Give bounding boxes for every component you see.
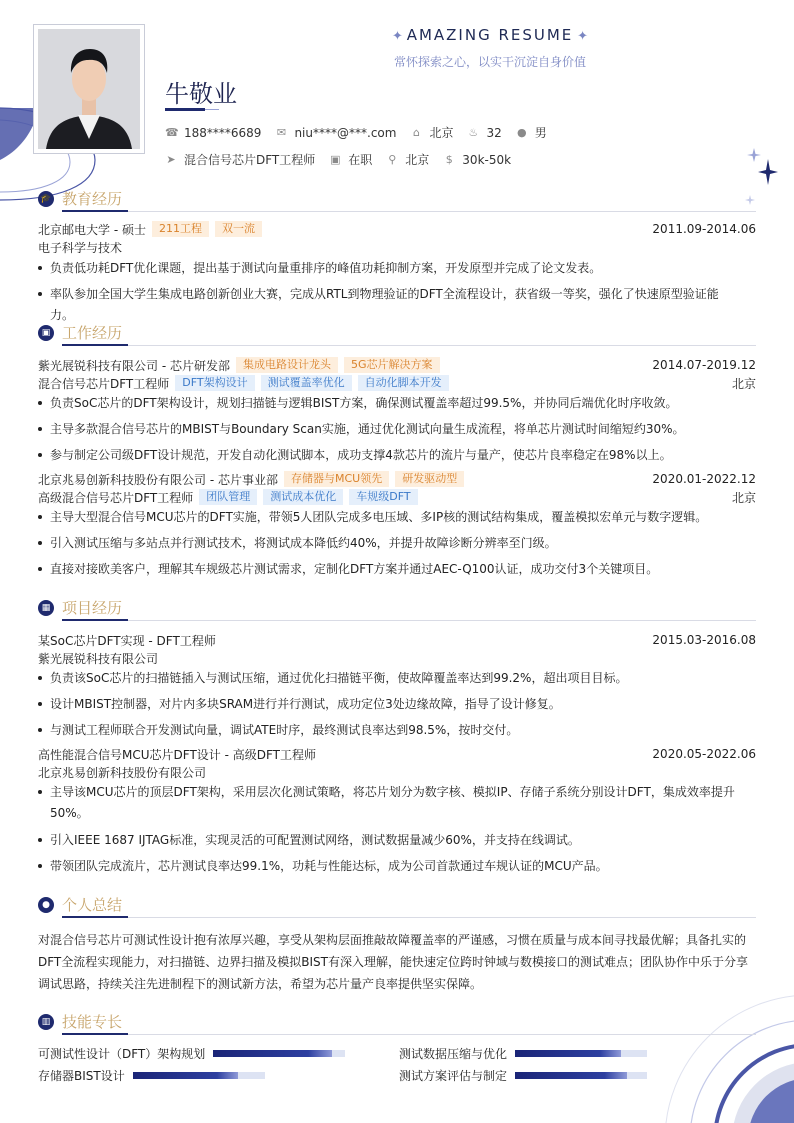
brand-header [380,26,600,44]
list-item: 直接对接欧美客户，理解其车规级芯片测试需求，定制化DFT方案并通过AEC-Q100认证，成功交付3个关键项目。 [38,559,738,580]
list-item: 负责该SoC芯片的扫描链插入与测试压缩，通过优化扫描链平衡，使故障覆盖率达到99.2%，超出项目目标。 [38,668,738,689]
skill-name: 测试方案评估与制定 [399,1069,508,1083]
graduation-cap-icon: 🎓 [38,191,54,207]
section-title: 教育经历 [62,190,123,208]
education-date: 2011.09-2014.06 [652,222,756,236]
company-tag: 研发驱动型 [395,471,464,487]
job-role: 混合信号芯片DFT工程师 [38,376,170,391]
skill-bar-fill [515,1072,627,1079]
bar-chart-icon: ▥ [38,1014,54,1030]
project-name: 某SoC芯片DFT实现 - DFT工程师 [38,633,216,648]
skill-bar [515,1072,647,1079]
list-item: 率队参加全国大学生集成电路创新创业大赛，完成从RTL到物理验证的DFT全流程设计，获省级一等奖，强化了快速原型验证能力。 [38,284,738,326]
company-tag: 5G芯片解决方案 [344,357,440,373]
job-intent-row [165,151,525,168]
list-item: 参与制定公司级DFT设计规范，开发自动化测试脚本，成功支撑4款芯片的流片与量产，使芯片良率稳定在98%以上。 [38,445,738,466]
skill-item [399,1067,647,1084]
company-name: 北京兆易创新科技股份有限公司 - 芯片事业部 [38,472,278,487]
list-item: 引入测试压缩与多站点并行测试技术，将测试成本降低约40%，并提升故障诊断分辨率至门级。 [38,533,738,554]
school-tag: 双一流 [215,221,262,237]
job-date: 2020.01-2022.12 [652,472,756,486]
briefcase-icon: ▣ [38,325,54,341]
skill-bar-fill [133,1072,239,1079]
skill-bar [133,1072,265,1079]
job-date: 2014.07-2019.12 [652,358,756,372]
project-date: 2020.05-2022.06 [652,747,756,761]
job-status: 在职 [348,153,373,167]
role-tag: 测试覆盖率优化 [261,375,352,391]
brand-subtitle: 常怀探索之心，以实干沉淀自身价值 [393,55,586,69]
list-item: 主导大型混合信号MCU芯片的DFT实施，带领5人团队完成多电压域、多IP核的测试结构集成，覆盖模拟宏单元与数字逻辑。 [38,507,738,528]
skill-item [399,1045,647,1062]
user-icon: ● [38,897,54,913]
project-company: 紫光展锐科技有限公司 [38,651,159,666]
role-tag: DFT架构设计 [175,375,254,391]
job-role: 高级混合信号芯片DFT工程师 [38,490,194,505]
section-divider [62,917,756,918]
job-role-row [38,374,756,392]
section-divider-accent [62,344,128,346]
list-item: 负责低功耗DFT优化课题，提出基于测试向量重排序的峰值功耗抑制方案，开发原型并完成了论文发表。 [38,258,738,279]
section-skills-header [38,1011,756,1033]
project-title-row [38,631,756,649]
project-company-row [38,763,756,781]
education-school-row [38,220,756,238]
brand-title: AMAZING RESUME [406,26,574,44]
sparkle-icon: ✦ [391,29,403,44]
job-location: 北京 [731,376,756,391]
decorative-circles-bottom-right [660,990,794,1123]
sparkle-icon: ✦ [577,29,589,44]
list-item: 负责SoC芯片的DFT架构设计，规划扫描链与逻辑BIST方案，确保测试覆盖率超过99.5%，并协同后端优化时序收敛。 [38,393,738,414]
list-item: 主导多款混合信号芯片的MBIST与Boundary Scan实施，通过优化测试向量生成流程，将单芯片测试时间缩短约30%。 [38,419,738,440]
role-tag: 测试成本优化 [263,489,343,505]
list-item: 引入IEEE 1687 IJTAG标准，实现灵活的可配置测试网络，测试数据量减少60%，并支持在线调试。 [38,830,738,851]
gender-icon: ● [516,126,527,139]
name-underline-accent [205,109,219,110]
phone-icon: ☎ [165,126,179,139]
project-company-row [38,649,756,667]
role-tag: 自动化脚本开发 [358,375,449,391]
school-name: 北京邮电大学 - 硕士 [38,222,146,237]
gender: 男 [534,126,547,140]
section-divider-accent [62,619,128,621]
phone-number: 188****6689 [184,125,262,140]
skill-name: 存储器BIST设计 [38,1069,125,1083]
location-pin-icon: ⚲ [388,153,397,166]
mail-icon: ✉ [276,126,287,139]
contact-row [165,124,561,141]
home-icon: ⌂ [412,126,420,139]
project-name: 高性能混合信号MCU芯片DFT设计 - 高级DFT工程师 [38,747,316,762]
summary-text: 对混合信号芯片可测试性设计抱有浓厚兴趣，享受从架构层面推敲故障覆盖率的严谨感，习惯在质量与成本间寻找最优解；具备扎实的DFT全流程实现能力，对扫描链、边界扫描及模拟BIST有深入理解，能快速定位跨时钟域与数模接口的测试难点；团队协作中乐于分享调试思路，持续关注先进制程下的测试新方法，希望为芯片量产良率提供坚实保障。 [38,933,748,991]
list-item: 与测试工程师联合开发测试向量，调试ATE时序，最终测试良率达到98.5%，按时交付。 [38,720,738,741]
age: 32 [486,125,502,140]
job-company-row [38,470,756,488]
name-underline [165,108,205,111]
section-title: 项目经历 [62,599,123,617]
company-tag: 存储器与MCU领先 [284,471,389,487]
candidate-name: 牛敬业 [165,80,237,108]
section-divider [62,1034,756,1035]
expected-salary: 30k-50k [462,152,512,167]
section-divider-accent [62,1033,128,1035]
company-name: 紫光展锐科技有限公司 - 芯片研发部 [38,358,230,373]
project-title-row [38,745,756,763]
list-item: 主导该MCU芯片的顶层DFT架构，采用层次化测试策略，将芯片划分为数字核、模拟IP、存储子系统分别设计DFT，集成效率提升50%。 [38,782,738,824]
job-company-row [38,356,756,374]
major: 电子科学与技术 [38,240,123,255]
role-tag: 团队管理 [199,489,257,505]
section-projects-header [38,597,756,619]
section-education-header [38,188,756,210]
school-tag: 211工程 [152,221,209,237]
briefcase-icon: ▣ [330,153,341,166]
skill-bar-fill [515,1050,621,1057]
section-divider-accent [62,916,128,918]
target-position: 混合信号芯片DFT工程师 [184,153,316,167]
section-summary-header [38,894,756,916]
skill-bar [515,1050,647,1057]
company-tag: 集成电路设计龙头 [236,357,338,373]
grid-icon: ▦ [38,600,54,616]
skill-item [38,1067,265,1084]
section-divider [62,211,756,212]
profile-photo-frame [33,24,145,154]
section-divider [62,345,756,346]
skill-bar [213,1050,345,1057]
section-title: 工作经历 [62,324,123,342]
send-icon: ➤ [166,153,176,166]
salary-icon: $ [445,153,453,166]
job-role-row [38,488,756,506]
list-item: 设计MBIST控制器，对片内多块SRAM进行并行测试，成功定位3处边缘故障，指导了设计修复。 [38,694,738,715]
email-address: niu****@***.com [294,125,397,140]
cake-icon: ♨ [468,126,479,139]
section-title: 个人总结 [62,896,123,914]
job-location: 北京 [731,490,756,505]
skill-item [38,1045,345,1062]
education-major-row [38,238,756,256]
section-title: 技能专长 [62,1013,123,1031]
skill-name: 可测试性设计（DFT）架构规划 [38,1047,206,1061]
profile-photo [38,29,140,149]
list-item: 带领团队完成流片，芯片测试良率达99.1%，功耗与性能达标，成为公司首款通过车规认证的MCU产品。 [38,856,738,877]
section-divider [62,620,756,621]
section-divider-accent [62,210,128,212]
target-city: 北京 [405,153,430,167]
skill-name: 测试数据压缩与优化 [399,1047,508,1061]
project-date: 2015.03-2016.08 [652,633,756,647]
project-company: 北京兆易创新科技股份有限公司 [38,765,207,780]
skill-bar-fill [213,1050,332,1057]
home-city: 北京 [429,126,454,140]
section-work-header [38,322,756,344]
role-tag: 车规级DFT [349,489,417,505]
